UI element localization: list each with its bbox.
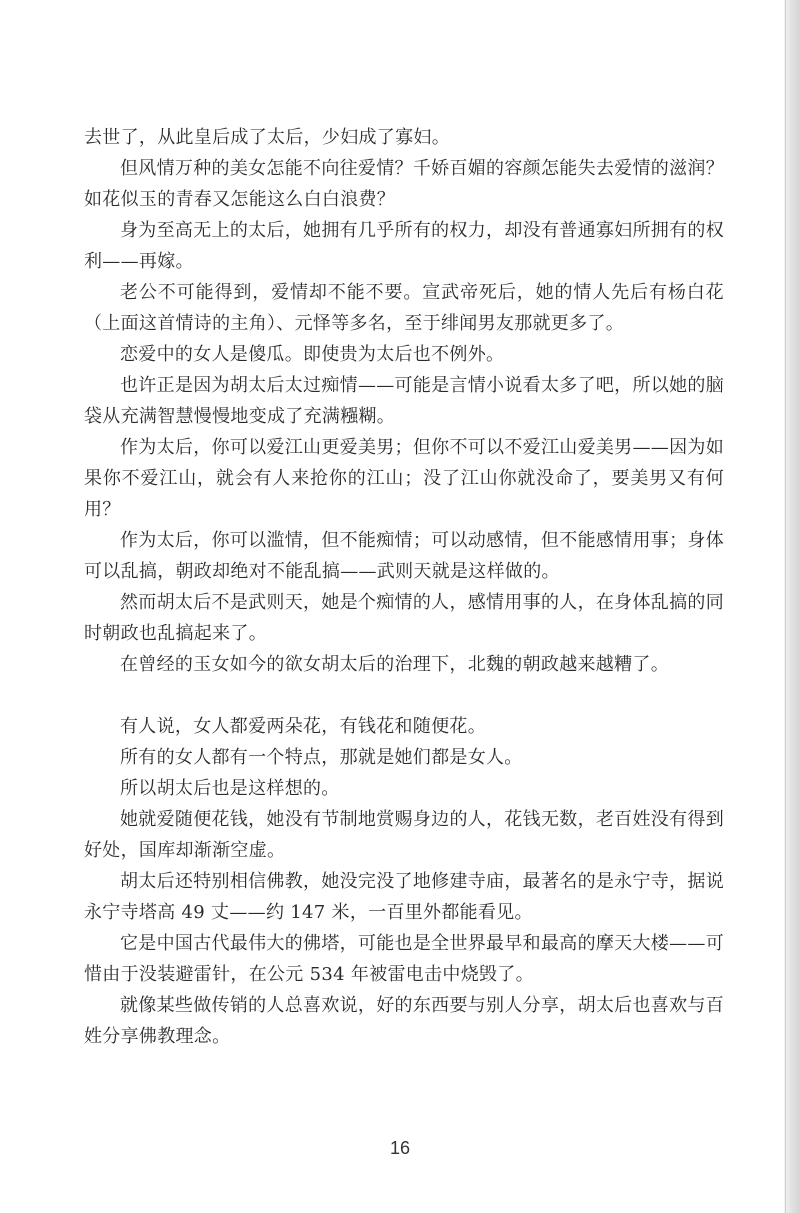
section-gap	[84, 680, 724, 711]
paragraph: 所有的女人都有一个特点，那就是她们都是女人。	[120, 747, 523, 768]
paragraph: 作为太后，你可以滥情，但不能痴情；可以动感情，但不能感情用事；身体可以乱搞，朝政却绝对不能乱搞——武则天就是这样做的。	[84, 530, 724, 582]
page-number: 16	[389, 1138, 411, 1158]
paragraph: 老公不可能得到，爱情却不能不要。宣武帝死后，她的情人先后有杨白花（上面这首情诗的主角）、元怿等多名，至于绯闻男友那就更多了。	[84, 282, 724, 334]
paragraph: 胡太后还特别相信佛教，她没完没了地修建寺庙，最著名的是永宁寺，据说永宁寺塔高 49 丈——约 147 米，一百里外都能看见。	[84, 871, 724, 923]
paragraph: 身为至高无上的太后，她拥有几乎所有的权力，却没有普通寡妇所拥有的权利——再嫁。	[84, 220, 724, 272]
paragraph: 然而胡太后不是武则天，她是个痴情的人，感情用事的人，在身体乱搞的同时朝政也乱搞起来了。	[84, 592, 724, 644]
page-edge-line	[785, 0, 786, 1213]
paragraph: 恋爱中的女人是傻瓜。即使贵为太后也不例外。	[120, 344, 505, 365]
paragraph: 作为太后，你可以爱江山更爱美男；但你不可以不爱江山爱美男——因为如果你不爱江山，就会有人来抢你的江山；没了江山你就没命了，要美男又有何用？	[84, 437, 724, 520]
paragraph: 就像某些做传销的人总喜欢说，好的东西要与别人分享，胡太后也喜欢与百姓分享佛教理念。	[84, 995, 724, 1047]
paragraph: 去世了，从此皇后成了太后，少妇成了寡妇。	[84, 127, 450, 148]
paragraph: 在曾经的玉女如今的欲女胡太后的治理下，北魏的朝政越来越糟了。	[120, 654, 669, 675]
text-column	[84, 122, 724, 1052]
paragraph: 所以胡太后也是这样想的。	[120, 778, 340, 799]
paragraph: 她就爱随便花钱，她没有节制地赏赐身边的人，花钱无数，老百姓没有得到好处，国库却渐渐空虚。	[84, 809, 724, 861]
paragraph: 也许正是因为胡太后太过痴情——可能是言情小说看太多了吧，所以她的脑袋从充满智慧慢慢地变成了充满糨糊。	[84, 375, 724, 427]
paragraph: 它是中国古代最伟大的佛塔，可能也是全世界最早和最高的摩天大楼——可惜由于没装避雷针，在公元 534 年被雷电击中烧毁了。	[84, 933, 724, 985]
paragraph: 但风情万种的美女怎能不向往爱情？千娇百媚的容颜怎能失去爱情的滋润？如花似玉的青春又怎能这么白白浪费？	[84, 158, 724, 210]
page-edge-shadow	[784, 0, 800, 1213]
paragraph: 有人说，女人都爱两朵花，有钱花和随便花。	[120, 716, 486, 737]
